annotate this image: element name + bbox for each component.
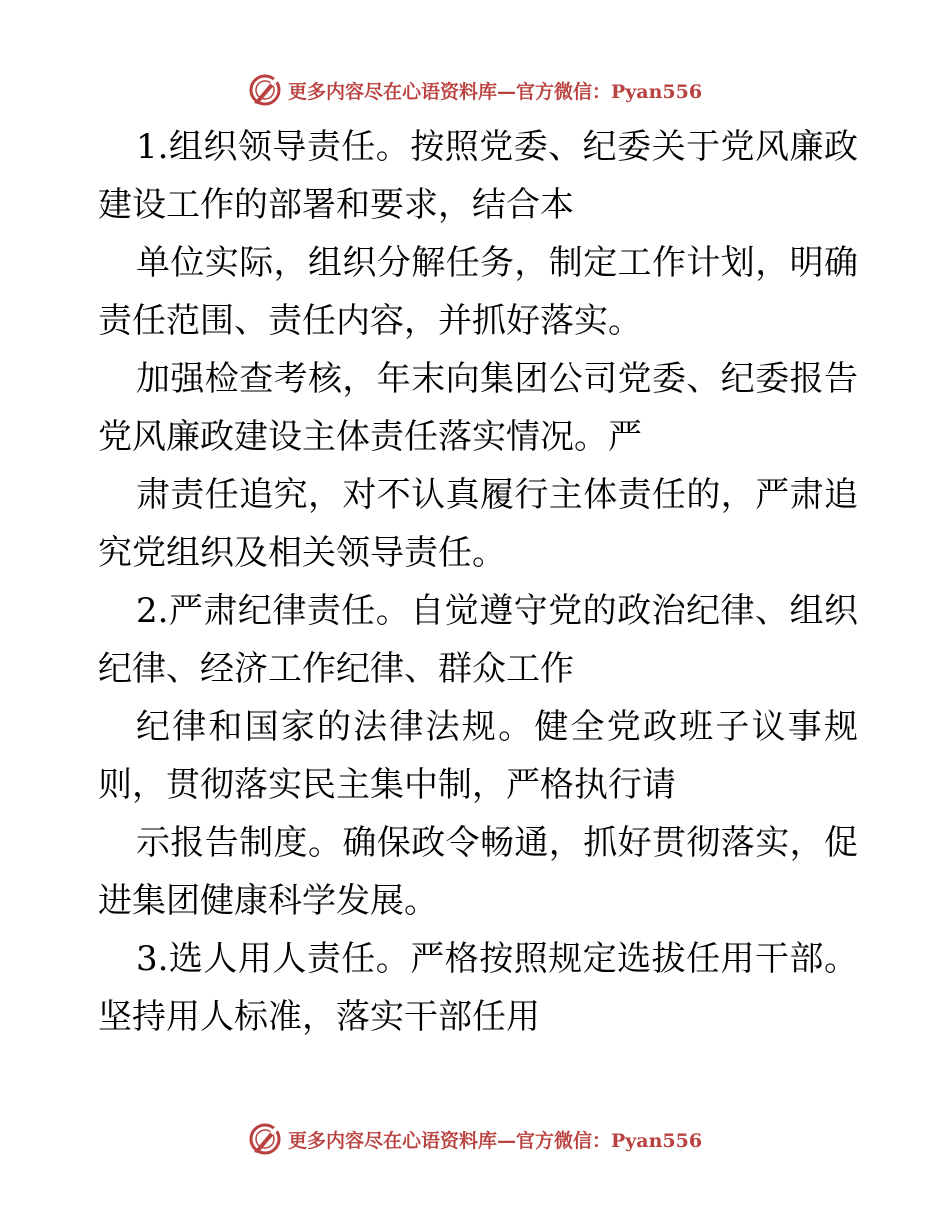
paragraph: 1.组织领导责任。按照党委、纪委关于党风廉政建设工作的部署和要求，结合本 [98, 127, 858, 225]
document-body [98, 118, 858, 1046]
paragraph: 肃责任追究，对不认真履行主体责任的，严肃追究党组织及相关领导责任。 [98, 475, 858, 573]
header-watermark [0, 70, 950, 110]
paragraph: 单位实际，组织分解任务，制定工作计划，明确责任范围、责任内容，并抓好落实。 [98, 243, 858, 341]
paragraph: 3.选人用人责任。严格按照规定选拔任用干部。坚持用人标准，落实干部任用 [98, 939, 858, 1037]
footer-watermark-text: 更多内容尽在心语资料库—官方微信：Pyan556 [287, 1129, 703, 1152]
quill-logo-icon [248, 73, 282, 107]
footer-watermark [0, 1119, 950, 1159]
paragraph: 2.严肃纪律责任。自觉遵守党的政治纪律、组织纪律、经济工作纪律、群众工作 [98, 591, 858, 689]
header-watermark-text: 更多内容尽在心语资料库—官方微信：Pyan556 [287, 80, 703, 103]
paragraph: 纪律和国家的法律法规。健全党政班子议事规则，贯彻落实民主集中制，严格执行请 [98, 707, 858, 805]
paragraph: 加强检查考核，年末向集团公司党委、纪委报告党风廉政建设主体责任落实情况。严 [98, 359, 858, 457]
paragraph: 示报告制度。确保政令畅通，抓好贯彻落实，促进集团健康科学发展。 [98, 823, 858, 921]
quill-logo-icon [248, 1122, 282, 1156]
